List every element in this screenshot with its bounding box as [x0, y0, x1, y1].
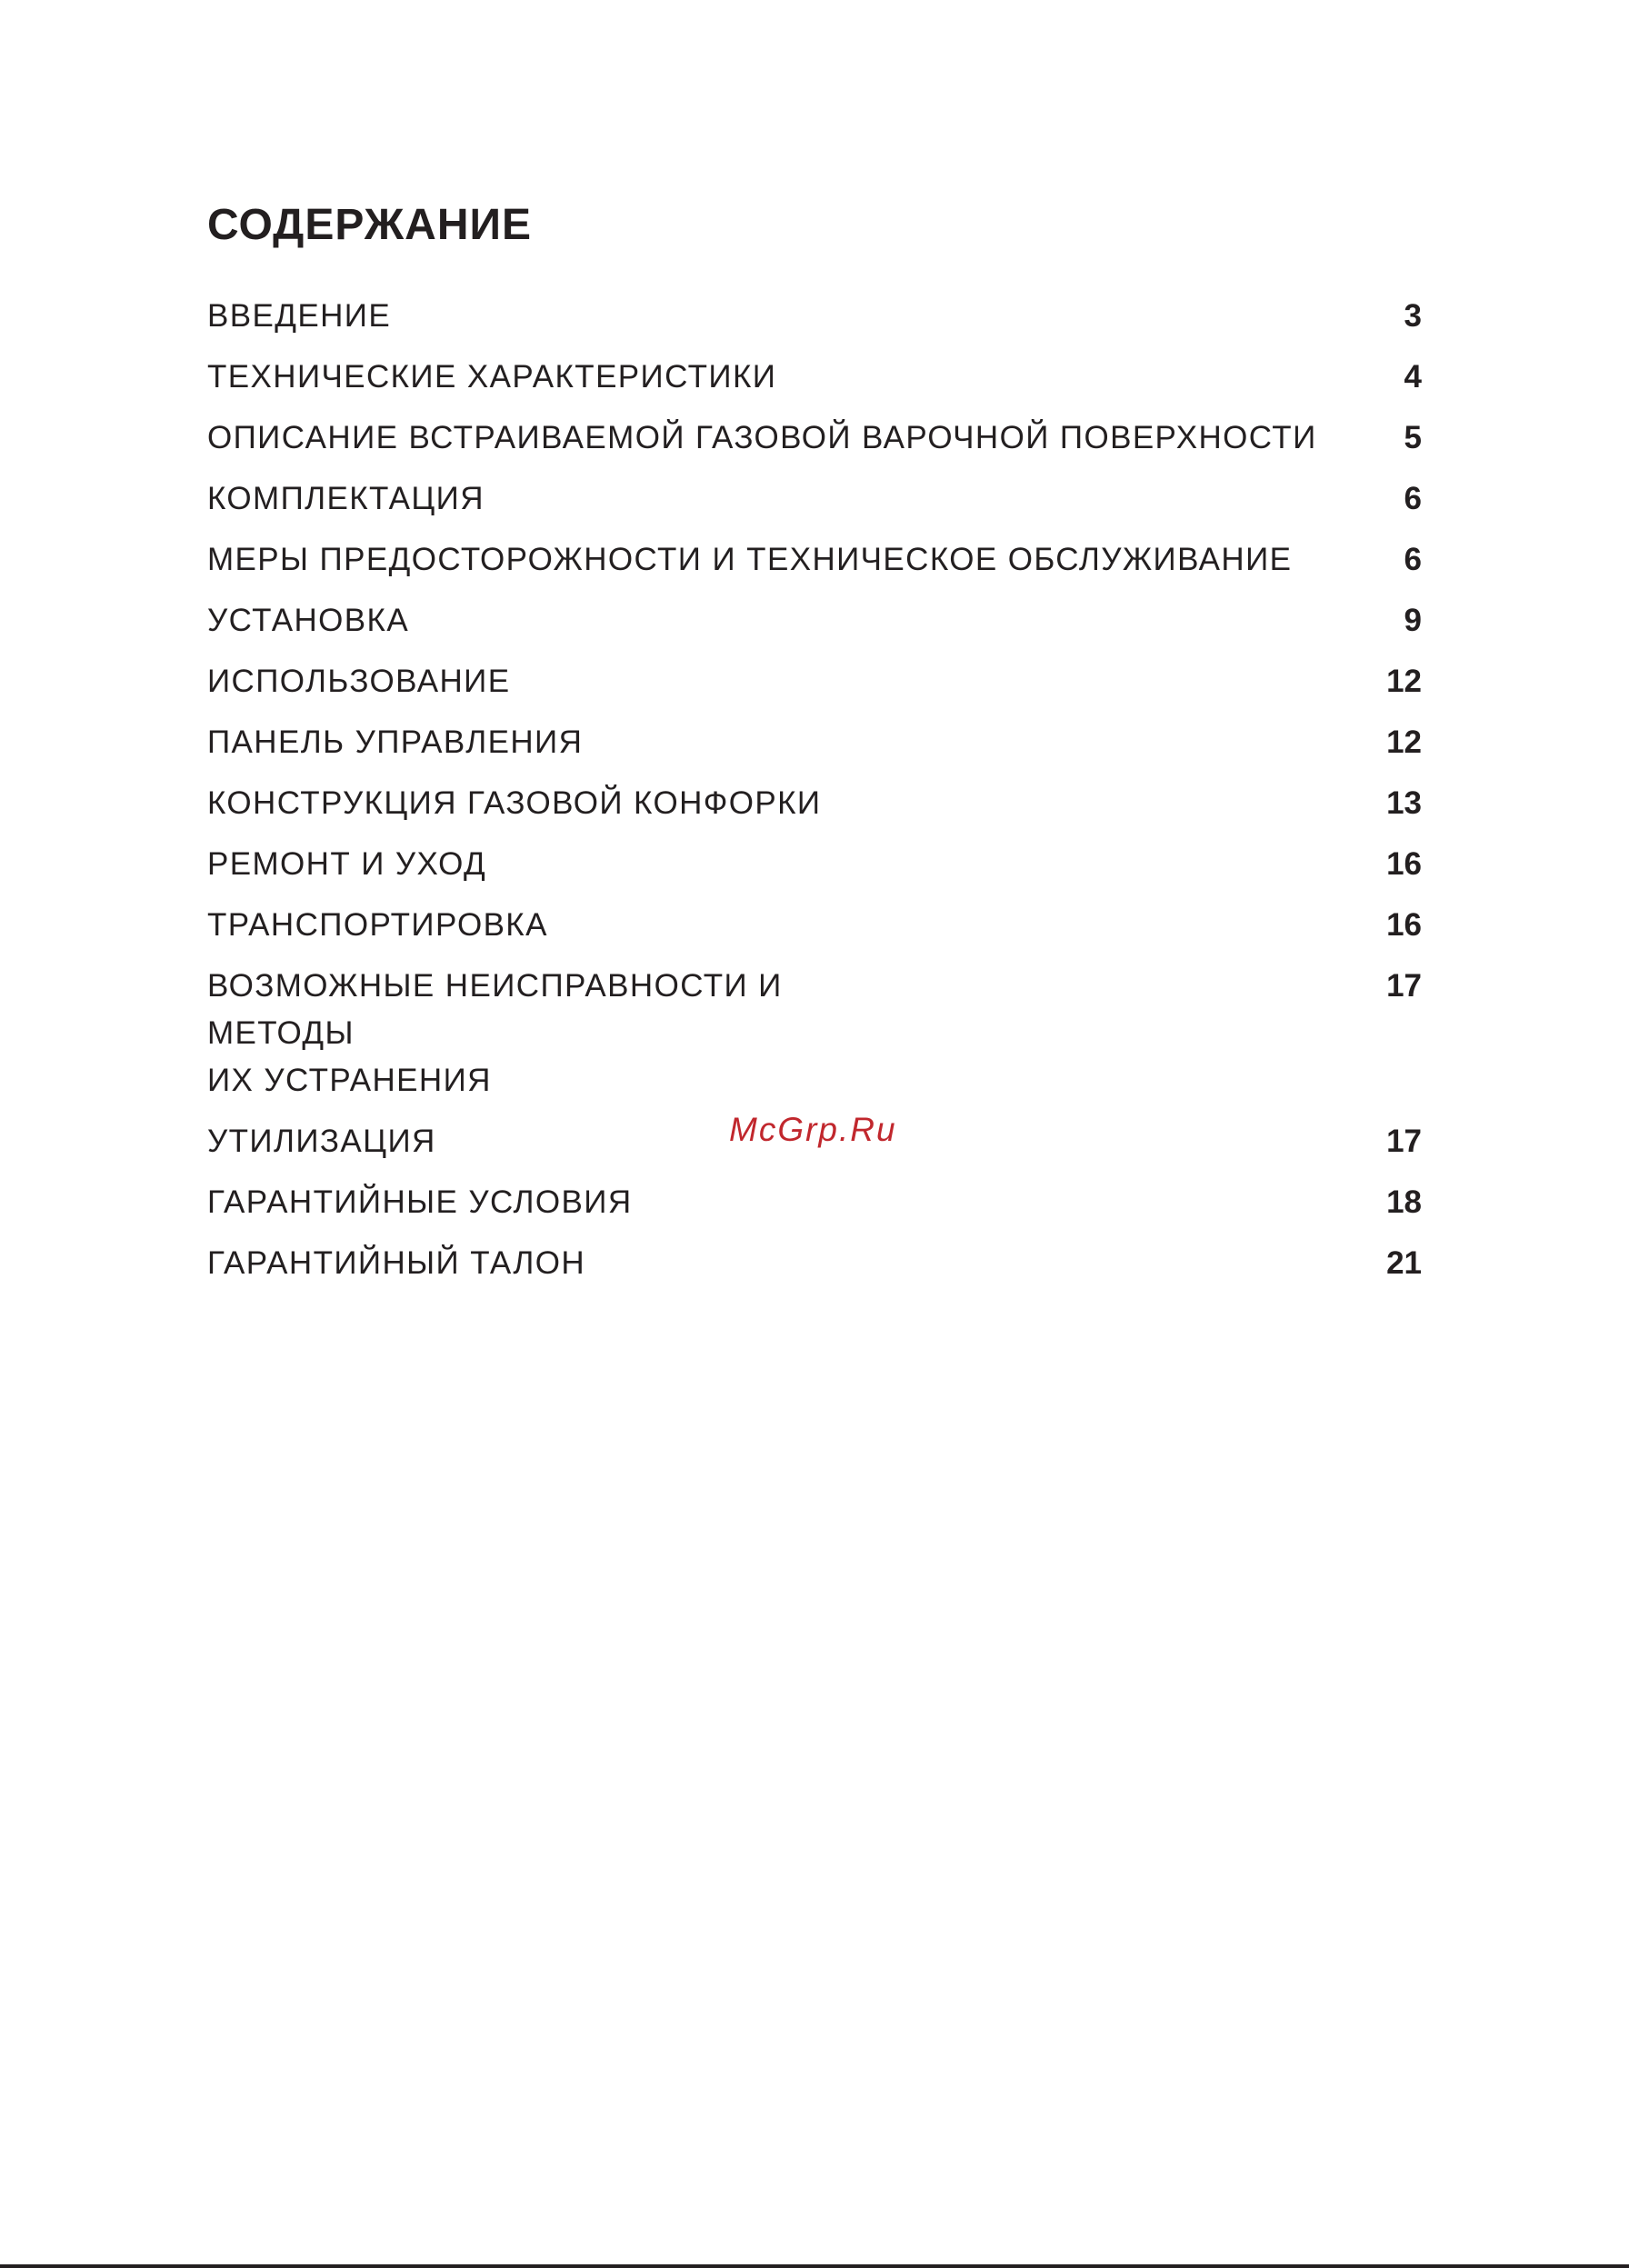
toc-entry[interactable]: [207, 475, 1422, 523]
toc-entry-label: ВОЗМОЖНЫЕ НЕИСПРАВНОСТИ И МЕТОДЫ ИХ УСТРАНЕНИЯ: [207, 968, 783, 1098]
toc-entry-label: ГАРАНТИЙНЫЙ ТАЛОН: [207, 1245, 586, 1281]
toc-entry-page: 21: [1386, 1245, 1422, 1281]
toc-entry-label: ОПИСАНИЕ ВСТРАИВАЕМОЙ ГАЗОВОЙ ВАРОЧНОЙ ПОВЕРХНОСТИ: [207, 420, 1317, 455]
toc-entry[interactable]: [207, 902, 1422, 949]
toc-entry[interactable]: [207, 1179, 1422, 1226]
bottom-divider: [0, 2264, 1629, 2268]
toc-entry[interactable]: [207, 719, 1422, 766]
toc-entry-page: 18: [1386, 1184, 1422, 1220]
toc-entry[interactable]: [207, 963, 1422, 1104]
toc-entry-label: КОНСТРУКЦИЯ ГАЗОВОЙ КОНФОРКИ: [207, 785, 822, 821]
toc-entry-label: ИСПОЛЬЗОВАНИЕ: [207, 664, 511, 699]
toc-entry-page: 3: [1404, 298, 1422, 334]
toc-entry-label: ПАНЕЛЬ УПРАВЛЕНИЯ: [207, 724, 584, 760]
toc-entry-page: 17: [1386, 968, 1422, 1004]
toc-entry-label: КОМПЛЕКТАЦИЯ: [207, 481, 485, 516]
table-of-contents: [207, 293, 1422, 1301]
watermark: McGrp.Ru: [729, 1111, 897, 1148]
toc-entry-page: 16: [1386, 846, 1422, 882]
toc-entry-label: ГАРАНТИЙНЫЕ УСЛОВИЯ: [207, 1184, 633, 1220]
toc-entry[interactable]: [207, 597, 1422, 644]
toc-entry-page: 16: [1386, 907, 1422, 943]
toc-entry[interactable]: [207, 658, 1422, 705]
toc-entry-page: 4: [1404, 359, 1422, 395]
toc-entry-page: 12: [1386, 724, 1422, 760]
toc-entry-page: 6: [1404, 542, 1422, 577]
toc-entry[interactable]: [207, 841, 1422, 888]
toc-entry-page: 9: [1404, 603, 1422, 638]
toc-entry[interactable]: [207, 293, 1422, 340]
toc-entry-label: ВВЕДЕНИЕ: [207, 298, 392, 334]
page-title: СОДЕРЖАНИЕ: [207, 201, 532, 249]
toc-entry[interactable]: [207, 536, 1422, 584]
toc-entry[interactable]: [207, 354, 1422, 401]
toc-entry-label: ТЕХНИЧЕСКИЕ ХАРАКТЕРИСТИКИ: [207, 359, 777, 395]
toc-entry-label: УТИЛИЗАЦИЯ: [207, 1124, 436, 1159]
toc-entry[interactable]: [207, 415, 1422, 462]
toc-entry-page: 6: [1404, 481, 1422, 516]
toc-entry-label: УСТАНОВКА: [207, 603, 410, 638]
toc-entry-label: РЕМОНТ И УХОД: [207, 846, 487, 882]
toc-entry-label: МЕРЫ ПРЕДОСТОРОЖНОСТИ И ТЕХНИЧЕСКОЕ ОБСЛУЖИВАНИЕ: [207, 542, 1293, 577]
toc-entry[interactable]: [207, 1240, 1422, 1287]
toc-entry[interactable]: [207, 780, 1422, 827]
toc-entry-label: ТРАНСПОРТИРОВКА: [207, 907, 548, 943]
toc-entry-page: 12: [1386, 664, 1422, 699]
toc-entry-page: 17: [1386, 1124, 1422, 1159]
toc-entry-page: 13: [1386, 785, 1422, 821]
toc-entry-page: 5: [1404, 420, 1422, 455]
